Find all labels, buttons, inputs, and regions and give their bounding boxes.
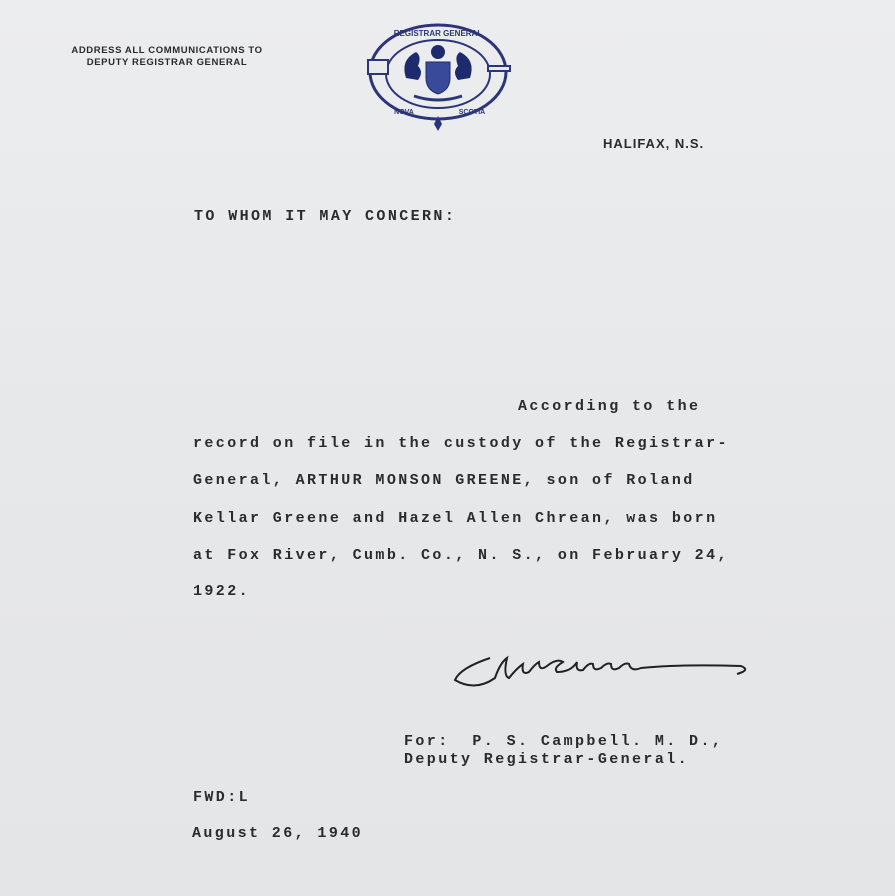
body-line-2: record on file in the custody of the Registrar- [193,435,729,452]
body-line-4: Kellar Greene and Hazel Allen Chrean, was born [193,510,718,527]
seal-nova-text: NOVA [394,109,414,116]
registrar-general-seal-logo [366,20,511,132]
letterhead-address [57,45,277,69]
reference-initials: FWD:L [193,789,251,806]
address-line-1: ADDRESS ALL COMMUNICATIONS TO [71,45,263,56]
body-line-5: at Fox River, Cumb. Co., N. S., on February 24, [193,547,729,564]
body-line-6: 1922. [193,583,251,600]
address-line-2: DEPUTY REGISTRAR GENERAL [86,57,248,68]
signatory-line-2: Deputy Registrar-General. [404,751,690,768]
salutation: TO WHOM IT MAY CONCERN: [194,208,457,225]
handwritten-signature [450,650,810,700]
body-line-3: General, ARTHUR MONSON GREENE, son of Roland [193,472,695,489]
signatory-line-1: For: P. S. Campbell. M. D., [404,733,724,750]
city-heading: HALIFAX, N.S. [603,136,705,151]
seal-top-text: REGISTRAR GENERAL [393,29,483,38]
body-line-1: According to the [518,398,701,415]
letter-date: August 26, 1940 [192,825,364,842]
seal-scotia-text: SCOTIA [458,109,486,116]
